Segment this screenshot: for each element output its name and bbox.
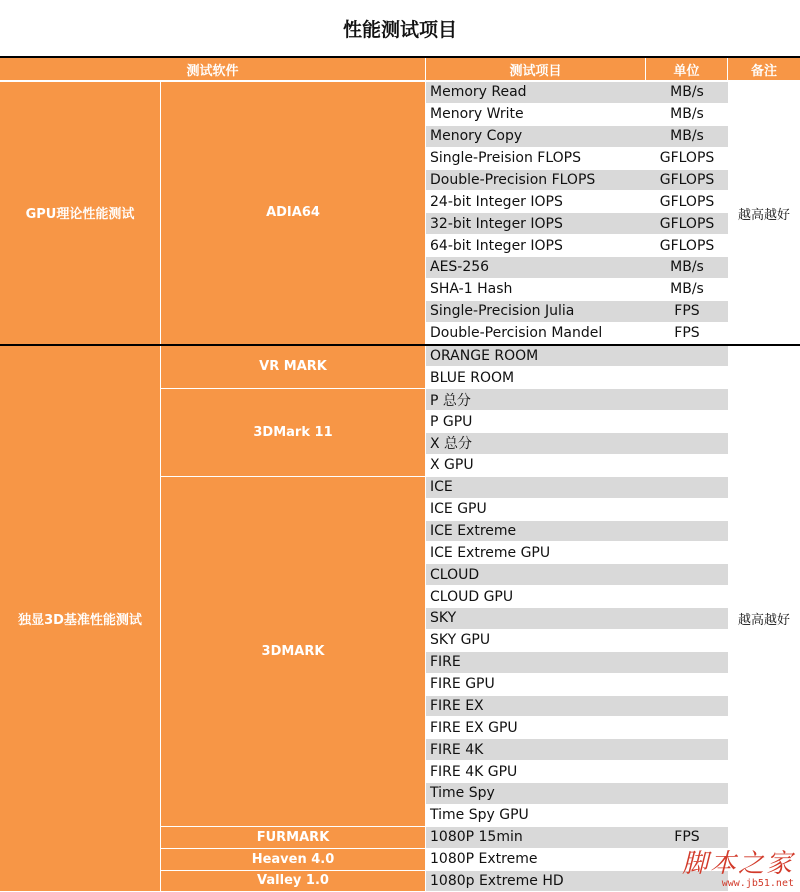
table-row-item: P 总分 bbox=[426, 389, 646, 411]
table-row-unit bbox=[646, 717, 728, 739]
software-cell: ADIA64 bbox=[161, 82, 426, 345]
table-row-unit: FPS bbox=[646, 323, 728, 345]
table-row-unit bbox=[646, 542, 728, 564]
table-row-unit: MB/s bbox=[646, 82, 728, 104]
table-row-unit bbox=[646, 433, 728, 455]
watermark-url: www.jb51.net bbox=[721, 878, 794, 889]
table-row-item: Menory Copy bbox=[426, 126, 646, 148]
table-row-unit bbox=[646, 411, 728, 433]
header-item: 测试项目 bbox=[426, 58, 646, 80]
table-row-item: FIRE 4K bbox=[426, 739, 646, 761]
table-row-unit bbox=[646, 696, 728, 718]
table-row-item: ICE Extreme GPU bbox=[426, 542, 646, 564]
table-row-unit: MB/s bbox=[646, 126, 728, 148]
table-row-item: FIRE GPU bbox=[426, 674, 646, 696]
table-row-unit bbox=[646, 389, 728, 411]
table-row-unit: MB/s bbox=[646, 257, 728, 279]
table-row-unit bbox=[646, 739, 728, 761]
table-row-item: 24-bit Integer IOPS bbox=[426, 191, 646, 213]
table-row-item: ORANGE ROOM bbox=[426, 346, 646, 368]
table-row-unit: GFLOPS bbox=[646, 213, 728, 235]
table-row-unit: GFLOPS bbox=[646, 148, 728, 170]
header-note: 备注 bbox=[728, 58, 800, 80]
table-row-item: 1080P Extreme bbox=[426, 849, 646, 871]
table-row-unit bbox=[646, 477, 728, 499]
table-row-unit: FPS bbox=[646, 301, 728, 323]
table-row-item: X 总分 bbox=[426, 433, 646, 455]
table-row-item: Single-Precision Julia bbox=[426, 301, 646, 323]
table-row-unit bbox=[646, 564, 728, 586]
table-row-item: FIRE EX GPU bbox=[426, 717, 646, 739]
watermark-text: 脚本之家 bbox=[681, 849, 794, 879]
table-row-item: ICE bbox=[426, 477, 646, 499]
table-row-unit bbox=[646, 630, 728, 652]
table-title: 性能测试项目 bbox=[342, 18, 457, 41]
table-row-unit bbox=[646, 674, 728, 696]
table-row-unit: MB/s bbox=[646, 279, 728, 301]
table-row-item: SKY GPU bbox=[426, 630, 646, 652]
table-row-item: BLUE ROOM bbox=[426, 367, 646, 389]
software-cell: VR MARK bbox=[161, 346, 426, 390]
table-row-unit bbox=[646, 586, 728, 608]
table-row-unit bbox=[646, 652, 728, 674]
table-row-item: Single-Preision FLOPS bbox=[426, 148, 646, 170]
table-row-unit: GFLOPS bbox=[646, 191, 728, 213]
table-row-item: 32-bit Integer IOPS bbox=[426, 213, 646, 235]
table-row-unit bbox=[646, 455, 728, 477]
table-row-item: ICE Extreme bbox=[426, 521, 646, 543]
table-row-unit bbox=[646, 367, 728, 389]
table-row-item: SKY bbox=[426, 608, 646, 630]
software-cell: 3DMark 11 bbox=[161, 389, 426, 477]
software-cell: Heaven 4.0 bbox=[161, 849, 426, 871]
table-row-item: AES-256 bbox=[426, 257, 646, 279]
table-row-item: CLOUD bbox=[426, 564, 646, 586]
software-cell: Valley 1.0 bbox=[161, 871, 426, 892]
header-unit: 单位 bbox=[646, 58, 728, 80]
table-row-item: X GPU bbox=[426, 455, 646, 477]
table-row-item: P GPU bbox=[426, 411, 646, 433]
table-row-item: FIRE 4K GPU bbox=[426, 761, 646, 783]
table-row-item: FIRE bbox=[426, 652, 646, 674]
category-cell: GPU理论性能测试 bbox=[0, 82, 161, 345]
site-watermark bbox=[682, 850, 794, 890]
table-row-item: Double-Percision Mandel bbox=[426, 323, 646, 345]
table-row-unit bbox=[646, 783, 728, 805]
note-cell: 越高越好 bbox=[737, 207, 790, 223]
category-cell: 独显3D基准性能测试 bbox=[0, 346, 161, 892]
table-row-unit bbox=[646, 346, 728, 368]
table-row-item: CLOUD GPU bbox=[426, 586, 646, 608]
table-row-item: FIRE EX bbox=[426, 696, 646, 718]
table-row-unit: MB/s bbox=[646, 104, 728, 126]
table-row-unit bbox=[646, 499, 728, 521]
table-row-item: 1080p Extreme HD bbox=[426, 871, 646, 892]
table-row-unit: FPS bbox=[646, 827, 728, 849]
software-cell: 3DMARK bbox=[161, 477, 426, 827]
table-row-unit: GFLOPS bbox=[646, 170, 728, 192]
software-cell: FURMARK bbox=[161, 827, 426, 849]
table-row-item: Menory Write bbox=[426, 104, 646, 126]
table-row-unit bbox=[646, 805, 728, 827]
header-software: 测试软件 bbox=[0, 58, 426, 80]
table-row-item: 1080P 15min bbox=[426, 827, 646, 849]
table-row-unit bbox=[646, 521, 728, 543]
table-row-item: SHA-1 Hash bbox=[426, 279, 646, 301]
table-row-item: 64-bit Integer IOPS bbox=[426, 235, 646, 257]
table-row-item: Double-Precision FLOPS bbox=[426, 170, 646, 192]
note-cell: 越高越好 bbox=[737, 613, 790, 629]
table-row-item: Time Spy bbox=[426, 783, 646, 805]
table-row-item: ICE GPU bbox=[426, 499, 646, 521]
table-row-unit: GFLOPS bbox=[646, 235, 728, 257]
table-row-item: Memory Read bbox=[426, 82, 646, 104]
table-row-unit bbox=[646, 608, 728, 630]
table-row-unit bbox=[646, 761, 728, 783]
table-row-item: Time Spy GPU bbox=[426, 805, 646, 827]
